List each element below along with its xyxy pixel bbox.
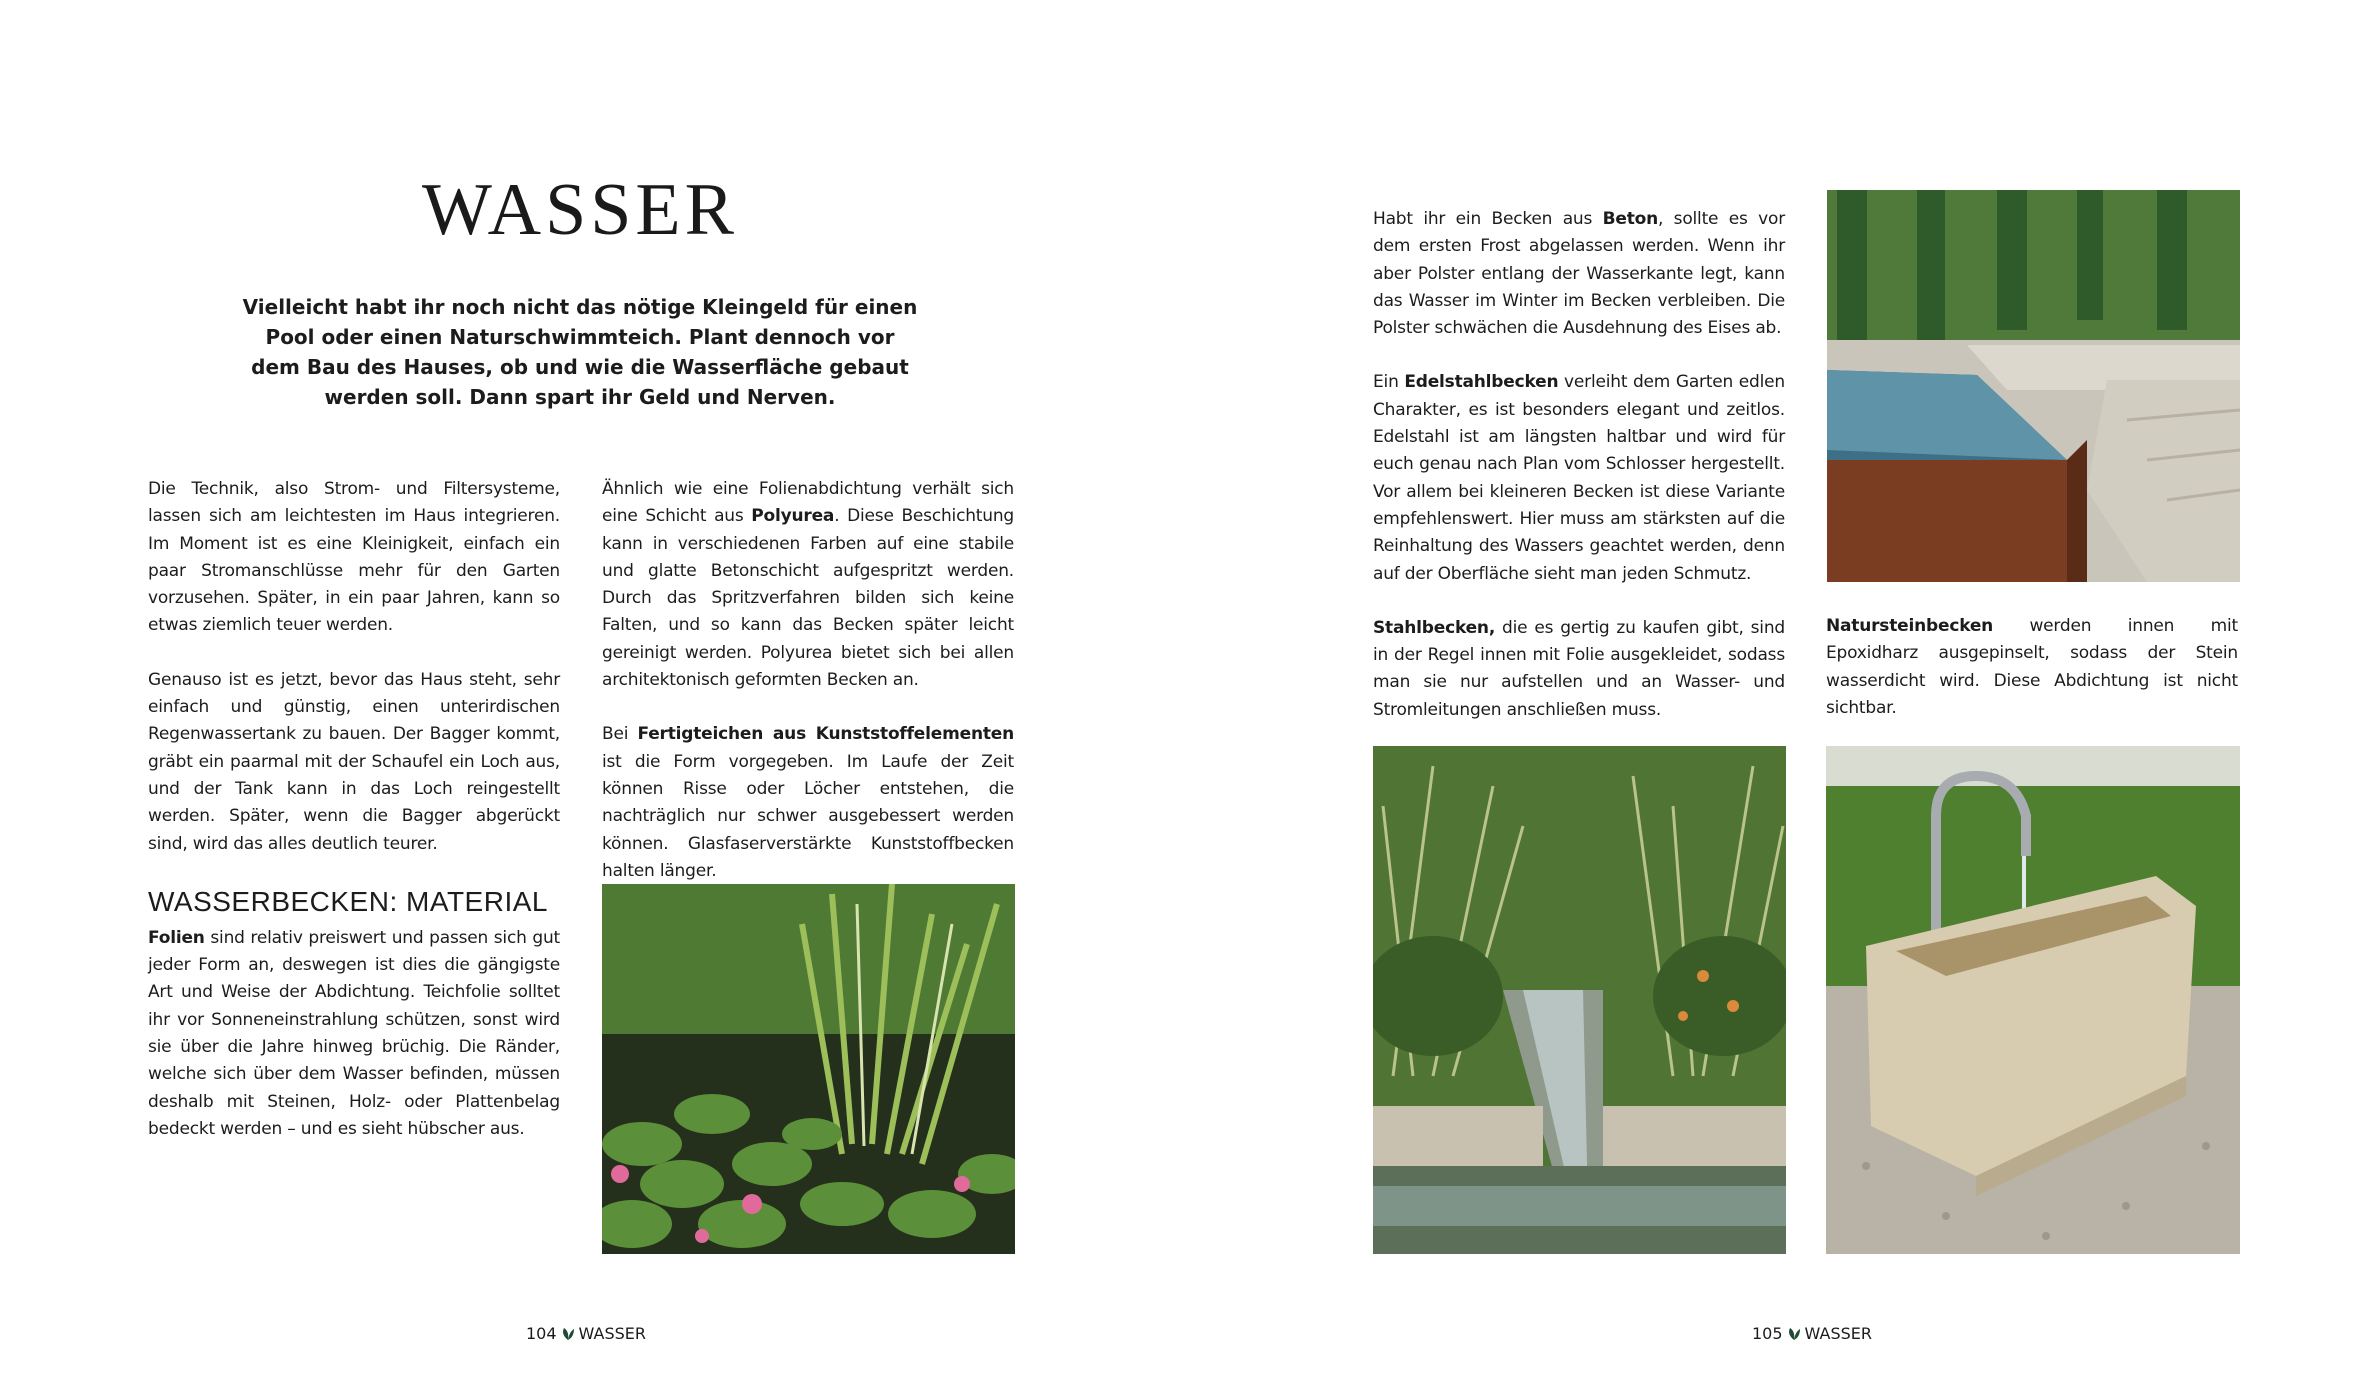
photo-steel-basin — [1827, 190, 2240, 582]
page-number: 104 — [526, 1324, 557, 1343]
page-number: 105 — [1752, 1324, 1783, 1343]
paragraph-folien: Folien sind relativ preiswert und passen sich gut jeder Form an, deswegen ist dies die gängigste Art und Weise der Abdichtung. Teichfolie solltet ihr vor Sonneneinstrahlung schützen, sonst wird sie über die Jahre hinweg brüchig. Die Ränder, welche sich über dem Wasser befinden, müssen deshalb mit Steinen, Holz- oder Plattenbelag bedeckt werden – und es sieht hübscher aus. — [148, 927, 560, 1139]
right-column-1 — [1373, 206, 1785, 751]
paragraph-beton: Habt ihr ein Becken aus Beton, sollte es vor dem ersten Frost abgelassen werden. Wenn ihr aber Polster entlang der Wasserkante legt, kann das Wasser im Winter im Becken verbleiben. Die Polster schwächen die Ausdehnung des Eises ab. — [1373, 209, 1785, 339]
section-name: WASSER — [1804, 1324, 1872, 1343]
photo-water-channel — [1373, 746, 1786, 1254]
paragraph-polyurea: Ähnlich wie eine Folienabdichtung verhält sich eine Schicht aus Polyurea. Diese Beschichtung kann in verschiedenen Farben auf eine stabile und glatte Betonschicht aufgespritzt werden. Durch das Spritzverfahren bilden sich keine Falten, und so kann das Becken später leicht gereinigt werden. Polyurea bietet sich bei allen architektonisch geformten Becken an. — [602, 479, 1014, 691]
subheading-material: WASSERBECKEN: MATERIAL — [148, 885, 548, 917]
paragraph-stahlbecken: Stahlbecken, die es gertig zu kaufen gibt, sind in der Regel innen mit Folie ausgekleidet, sodass man sie nur aufstellen und an Wasser- und Stromleitungen anschließen muss. — [1373, 617, 1785, 720]
page-title: WASSER — [422, 169, 738, 251]
paragraph-technik: Die Technik, also Strom- und Filtersysteme, lassen sich am leichtesten im Haus integrieren. Im Moment ist es eine Kleinigkeit, einfach ein paar Stromanschlüsse mehr für den Garten vorzusehen. Später, in ein paar Jahren, kann so etwas ziemlich teuer werden. — [148, 479, 560, 636]
leaf-icon — [561, 1327, 575, 1341]
paragraph-naturstein: Natursteinbecken werden innen mit Epoxidharz ausgepinselt, sodass der Stein wasserdicht wird. Diese Abdichtung ist nicht sichtbar. — [1826, 616, 2238, 718]
section-name: WASSER — [578, 1324, 646, 1343]
footer-right — [1752, 1324, 1872, 1343]
footer-left — [526, 1324, 646, 1343]
leaf-icon — [1787, 1327, 1801, 1341]
paragraph-fertigteiche: Bei Fertigteichen aus Kunststoffelementen ist die Form vorgegeben. Im Laufe der Zeit können Risse oder Löcher entstehen, die nachträglich nur schwer ausgebessert werden können. Glasfaserverstärkte Kunststoffbecken halten länger. — [602, 724, 1015, 881]
right-column-2 — [1826, 613, 2238, 749]
left-column-2 — [602, 476, 1014, 912]
photo-lily-pond — [602, 884, 1015, 1254]
photo-stone-trough — [1826, 746, 2240, 1254]
intro-text: Vielleicht habt ihr noch nicht das nötige Kleingeld für einen Pool oder einen Naturschwimmteich. Plant dennoch vor dem Bau des Hauses, ob und wie die Wasserfläche gebaut werden soll. Dann spart ihr Geld und Nerven. — [242, 295, 918, 409]
paragraph-edelstahl: Ein Edelstahlbecken verleiht dem Garten edlen Charakter, es ist besonders elegant und zeitlos. Edelstahl ist am längsten haltbar und wird für euch genau nach Plan vom Schlosser hergestellt. Vor allem bei kleineren Becken ist diese Variante empfehlenswert. Hier muss am stärksten auf die Reinhaltung des Wassers geachtet werden, denn auf der Oberfläche sieht man jeden Schmutz. — [1373, 372, 1785, 584]
paragraph-regenwassertank: Genauso ist es jetzt, bevor das Haus steht, sehr einfach und günstig, einen unterirdischen Regenwassertank zu bauen. Der Bagger kommt, gräbt ein paarmal mit der Schaufel ein Loch aus, und der Tank kann in das Loch reingestellt werden. Später, wenn die Bagger abgerückt sind, wird das alles deutlich teurer. — [148, 669, 560, 854]
left-column-1 — [148, 476, 560, 1170]
